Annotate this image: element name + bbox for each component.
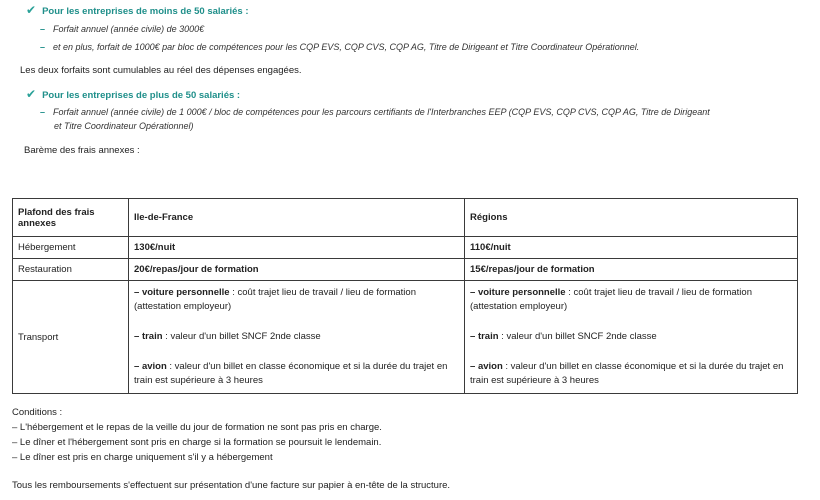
cumul-note: Les deux forfaits sont cumulables au réel des dépenses engagées. <box>20 65 302 76</box>
check-icon: ✔ <box>26 87 37 101</box>
section-large-heading <box>26 87 240 101</box>
list-item-text: Forfait annuel (année civile) de 3000€ <box>53 24 205 34</box>
dash-prefix: – <box>134 361 142 372</box>
transport-term: voiture personnelle <box>141 287 230 298</box>
cell-idf: 20€/repas/jour de formation <box>129 259 465 281</box>
transport-text: : valeur d'un billet en classe économique et si la durée du trajet en train est supérieure à 3 heures <box>134 361 448 386</box>
header-cell-plafond <box>13 199 129 237</box>
dash-prefix: – <box>134 287 142 298</box>
condition-item: – Le dîner et l'hébergement sont pris en charge si la formation se poursuit le lendemain. <box>12 437 382 448</box>
dash-icon: – <box>40 24 46 34</box>
transport-text: : valeur d'un billet en classe économique et si la durée du trajet en train est supérieure à 3 heures <box>470 361 784 386</box>
transport-text: : valeur d'un billet SNCF 2nde classe <box>498 331 657 342</box>
conditions-title: Conditions : <box>12 407 63 418</box>
cell-idf <box>129 281 465 394</box>
list-item <box>40 24 204 34</box>
transport-avion <box>470 360 792 388</box>
transport-voiture <box>470 286 792 314</box>
list-item-text: Forfait annuel (année civile) de 1 000€ / bloc de compétences pour les parcours certifiants de l'Interbranches EEP (CQP EVS, CQP CVS, CQP AG, Titre de Dirigeant <box>53 107 710 117</box>
transport-text: : coût trajet lieu de travail / lieu de formation (attestation employeur) <box>134 287 416 312</box>
cell-regions <box>465 281 798 394</box>
row-label: Restauration <box>13 259 129 281</box>
dash-icon: – <box>40 42 46 52</box>
list-item-text: et en plus, forfait de 1000€ par bloc de compétences pour les CQP EVS, CQP CVS, CQP AG, Titre de Dirigeant et Titre Coordinateur Opérationnel. <box>53 42 640 52</box>
transport-term: voiture personnelle <box>477 287 566 298</box>
table-row <box>13 237 798 259</box>
condition-item: – Le dîner est pris en charge uniquement s'il y a hébergement <box>12 452 273 463</box>
transport-term: avion <box>477 361 503 372</box>
check-icon: ✔ <box>26 3 37 17</box>
header-cell-idf: Ile-de-France <box>129 199 465 237</box>
transport-avion <box>134 360 459 388</box>
table-header-row <box>13 199 798 237</box>
dash-prefix: – <box>470 361 478 372</box>
dash-prefix: – <box>470 287 478 298</box>
cell-regions: 110€/nuit <box>465 237 798 259</box>
section-small-heading <box>26 3 249 17</box>
transport-term: train <box>477 331 499 342</box>
table-row <box>13 259 798 281</box>
section-large-heading-text: Pour les entreprises de plus de 50 salariés : <box>42 90 241 101</box>
dash-prefix: – <box>470 331 478 342</box>
header-cell-regions: Régions <box>465 199 798 237</box>
header-plafond-line2: annexes <box>18 217 57 229</box>
dash-icon: – <box>40 107 46 117</box>
row-label: Hébergement <box>13 237 129 259</box>
transport-term: avion <box>141 361 167 372</box>
transport-text: : valeur d'un billet SNCF 2nde classe <box>162 331 321 342</box>
transport-text: : coût trajet lieu de travail / lieu de formation (attestation employeur) <box>470 287 752 312</box>
cell-regions: 15€/repas/jour de formation <box>465 259 798 281</box>
section-small-heading-text: Pour les entreprises de moins de 50 salariés : <box>42 6 249 17</box>
condition-item: – L'hébergement et le repas de la veille du jour de formation ne sont pas pris en charge. <box>12 422 382 433</box>
cell-idf: 130€/nuit <box>129 237 465 259</box>
list-item-continuation: et Titre Coordinateur Opérationnel) <box>54 121 194 131</box>
list-item <box>40 42 639 52</box>
fees-table <box>12 198 798 394</box>
bareme-title: Barème des frais annexes : <box>24 145 140 156</box>
dash-prefix: – <box>134 331 142 342</box>
transport-voiture <box>134 286 459 314</box>
transport-train <box>470 330 792 344</box>
header-plafond-line1: Plafond des frais <box>18 206 95 218</box>
table-row <box>13 281 798 394</box>
list-item <box>40 107 710 117</box>
transport-term: train <box>141 331 163 342</box>
footer-note: Tous les remboursements s'effectuent sur présentation d'une facture sur papier à en-tête de la structure. <box>12 480 451 491</box>
transport-train <box>134 330 459 344</box>
row-label: Transport <box>13 281 129 394</box>
